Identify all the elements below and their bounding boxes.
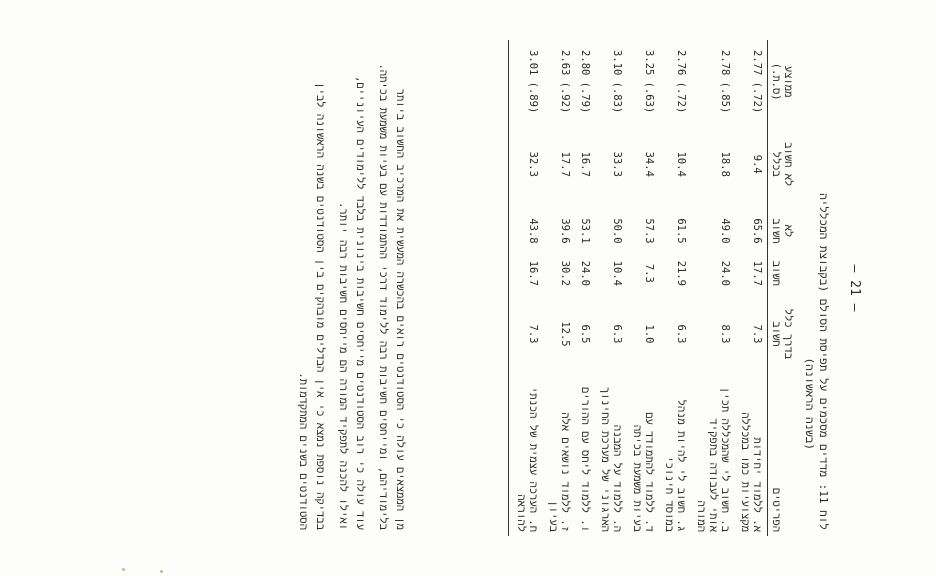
row-label: א. ללמוד יחידות מקצועיות כמו במכללה: [739, 412, 763, 532]
cell-mean: 2.77 (.72): [751, 50, 763, 114]
cell-mean: 3.10 (.83): [611, 50, 623, 114]
cell-value: 24.0: [579, 260, 591, 286]
cell-value: 17.7: [751, 260, 763, 286]
page-number-value: 21: [847, 280, 862, 296]
table-row: [575, 40, 595, 536]
cell-value: 21.9: [675, 260, 687, 286]
body-paragraph: עוד עולה כי רוב הסטודנטים מייחסים חשיבות בינונית בלבד ללימודים העיוניים, ואילו להכנה לתפקיד המורה הם מייחסים חשיבות רבה יותר.: [337, 76, 366, 530]
scan-speck: [160, 570, 163, 573]
table-row: [691, 40, 735, 536]
table-row: [595, 40, 627, 536]
cell-value: 12.5: [559, 321, 571, 347]
cell-value: 57.3: [643, 218, 655, 244]
cell-value: 61.5: [675, 218, 687, 244]
header-not-important: לא חשוב: [768, 205, 797, 256]
cell-mean: 2.76 (.72): [675, 50, 687, 114]
body-paragraph: מן הממצאים עולה כי הסטודנטים רואים בהכשרה המעשית את המרכיב החשוב ביותר בלימודיהם, ומייחסים חשיבות רבה ללימוד דרכי ההתמודדות עם בעיות משמעת בכיתה.: [377, 63, 406, 530]
cell-value: 7.3: [527, 324, 539, 344]
cell-value: 65.6: [751, 218, 763, 244]
data-table-container: [508, 40, 796, 536]
page-number: – 21 –: [847, 264, 862, 312]
cell-mean: 2.80 (.79): [579, 50, 591, 114]
table-row: [543, 40, 575, 536]
cell-value: 7.3: [643, 263, 655, 283]
cell-value: 33.3: [611, 151, 623, 177]
body-paragraph: בבדיקה נוספת נמצא כי אין הבדלים מובהקים בין הסטודנטים בשנה הראשונה לבין הסטודנטים בשנים המתקדמות.: [297, 82, 326, 530]
row-label: ג. חשוב לי להיות מנהל במוסד חינוכי: [663, 399, 687, 532]
cell-value: 8.3: [719, 324, 731, 344]
cell-value: 16.7: [527, 260, 539, 286]
table-title: [802, 46, 830, 530]
cell-value: 10.4: [611, 260, 623, 286]
row-label: ב. חשוב לי שהמכללה תכין אותי לעבודה בתפקיד המורה: [695, 386, 731, 532]
cell-value: 6.3: [675, 324, 687, 344]
table-title-line1: לוח 11: מדדים מסכמים על תפיסת הסולם (בקבוצת המכלליה: [817, 193, 830, 530]
table-title-line2: (בשנה הראשונה): [803, 357, 816, 450]
cell-value: 1.0: [643, 324, 655, 344]
cell-value: 18.8: [719, 151, 731, 177]
row-label: ה. ללמוד על המבנה הארגוני של מערכת החינוך: [599, 387, 623, 532]
cell-mean: 2.78 (.85): [719, 50, 731, 114]
cell-mean: 3.25 (.63): [643, 50, 655, 114]
cell-value: 10.4: [675, 151, 687, 177]
row-label: ח. הערכה עצמית של הכנתי להוראה: [515, 386, 539, 532]
row-label: ו. ללמוד ליחס עם ההורים: [579, 386, 591, 532]
table-row: [659, 40, 691, 536]
cell-value: 39.6: [559, 218, 571, 244]
scan-speck: [122, 568, 125, 571]
table-bottom-rule: [508, 40, 509, 536]
body-text: [288, 46, 408, 530]
table-row: [735, 40, 768, 536]
cell-value: 50.0: [611, 218, 623, 244]
cell-value: 9.4: [751, 154, 763, 174]
cell-mean: 2.63 (.92): [559, 50, 571, 114]
cell-value: 16.7: [579, 151, 591, 177]
row-label: ד. ללמוד להתמודד עם בעיות משמעת בכיתה: [631, 412, 655, 532]
header-not-important-at-all: לא חשוב בכלל: [768, 123, 797, 205]
cell-value: 6.5: [579, 324, 591, 344]
data-table: [511, 40, 796, 536]
cell-value: 17.7: [559, 151, 571, 177]
header-important: חשוב: [768, 257, 797, 290]
cell-value: 34.4: [643, 151, 655, 177]
table-row: [511, 40, 543, 536]
cell-mean: 3.01 (.89): [527, 50, 539, 114]
table-row: [627, 40, 659, 536]
row-label: ז. ללמוד נושאים אלה בעיון: [547, 412, 571, 532]
document-page: [68, 28, 868, 548]
cell-value: 7.3: [751, 324, 763, 344]
header-items: הפריטים: [768, 378, 797, 536]
table-header-row: [768, 40, 797, 536]
cell-value: 30.2: [559, 260, 571, 286]
cell-value: 49.0: [719, 218, 731, 244]
cell-value: 24.0: [719, 260, 731, 286]
cell-value: 6.3: [611, 324, 623, 344]
cell-value: 53.1: [579, 218, 591, 244]
cell-value: 43.8: [527, 218, 539, 244]
cell-value: 32.3: [527, 151, 539, 177]
header-very-important: בדרך כלל חשוב: [768, 290, 797, 378]
header-mean: ממוצע (ס.ת.): [768, 40, 797, 123]
